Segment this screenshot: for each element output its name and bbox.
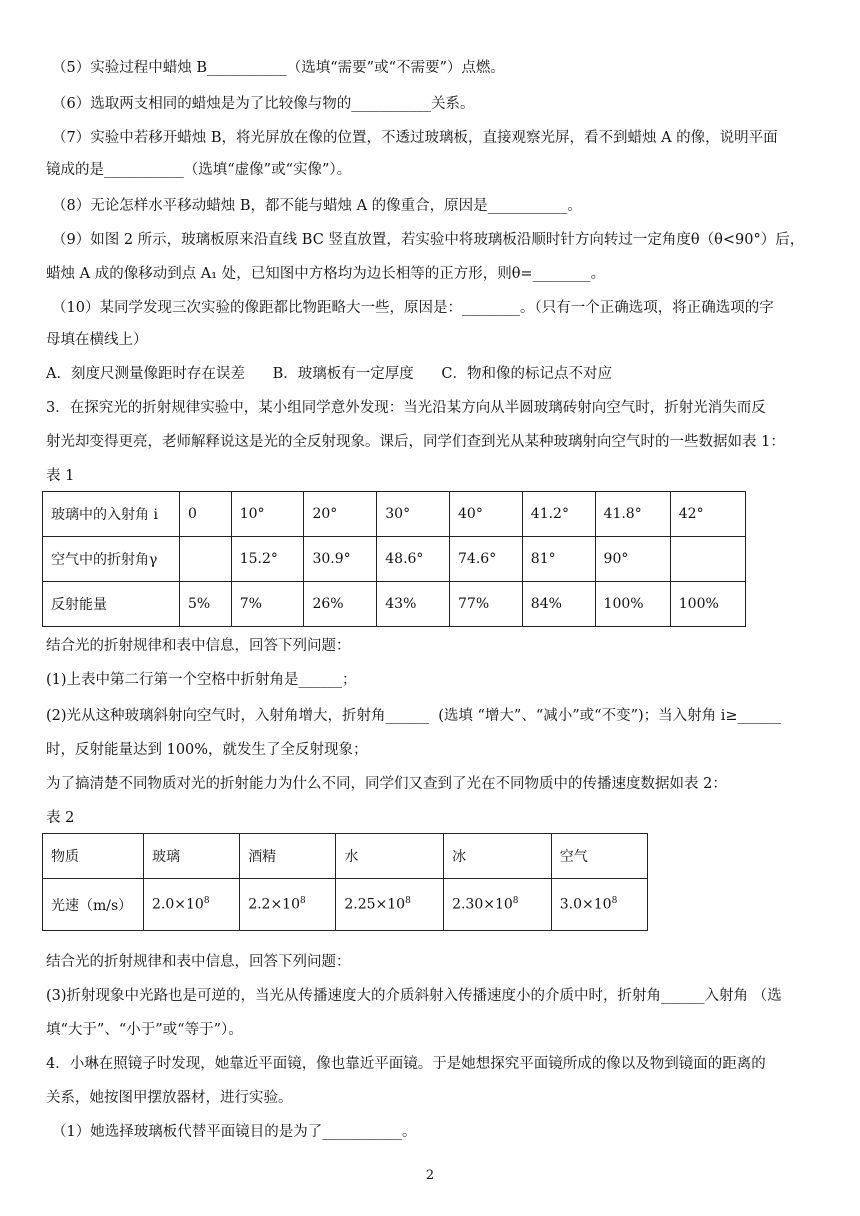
question-3-3: (3)折射现象中光路也是可逆的，当光从传播速度大的介质斜射入传播速度小的介质中时，折射角______入射角 （选 — [46, 988, 782, 1004]
table-cell: 7% — [231, 582, 304, 627]
table-cell — [551, 879, 647, 931]
question-7-cont: 镜成的是___________（选填“虚像”或“实像”）。 — [46, 162, 352, 178]
table-cell: 0 — [180, 492, 232, 537]
speed-value: 2.30×10 — [452, 896, 513, 913]
table-cell — [144, 879, 240, 931]
table-cell: 41.8° — [595, 492, 670, 537]
problem-3: 3．在探究光的折射规律实验中，某小组同学意外发现：当光沿某方向从半圆玻璃砖射向空气时，折射光消失而反 — [46, 400, 766, 416]
table-row — [43, 834, 648, 879]
exponent: 8 — [405, 896, 411, 907]
table-row — [43, 537, 746, 582]
question-3-3-cont: 填“大于”、“小于”或“等于”）。 — [46, 1022, 243, 1038]
exponent: 8 — [203, 896, 210, 907]
speed-value: 2.25×10 — [344, 896, 406, 913]
table-cell: 水 — [336, 834, 444, 879]
question-10: （10）某同学发现三次实验的像距都比物距略大一些，原因是：________。（只有一个正确选项，将正确选项的字 — [52, 300, 774, 316]
table-cell: 41.2° — [522, 492, 595, 537]
page-number: 2 — [425, 1168, 435, 1183]
table-cell: 43% — [377, 582, 450, 627]
table-cell: 100% — [595, 582, 670, 627]
table-row — [43, 879, 648, 931]
table2-intro: 为了搞清楚不同物质对光的折射能力为什么不同，同学们又查到了光在不同物质中的传播速度数据如表 2： — [46, 776, 727, 792]
question-3-2-cont: 时，反射能量达到 100%，就发生了全反射现象； — [46, 742, 368, 758]
table-cell: 84% — [522, 582, 595, 627]
question-5: （5）实验过程中蜡烛 B___________（选填“需要”或“不需要”）点燃。 — [52, 60, 505, 76]
table2-caption: 表 2 — [46, 810, 75, 826]
table-cell: 玻璃 — [144, 834, 240, 879]
question-8: （8）无论怎样水平移动蜡烛 B，都不能与蜡烛 A 的像重合，原因是___________。 — [52, 198, 582, 214]
table-cell: 空气中的折射角γ — [43, 537, 180, 582]
table-cell — [670, 537, 745, 582]
table-cell: 玻璃中的入射角 i — [43, 492, 180, 537]
question-6: （6）选取两支相同的蜡烛是为了比较像与物的___________关系。 — [52, 96, 475, 112]
instruction-line: 结合光的折射规律和表中信息，回答下列问题： — [46, 638, 351, 654]
table-cell — [444, 879, 552, 931]
question-9-cont: 蜡烛 A 成的像移动到点 A₁ 处，已知图中方格均为边长相等的正方形，则θ=________。 — [46, 266, 606, 282]
options-line: A．刻度尺测量像距时存在误差 B．玻璃板有一定厚度 C．物和像的标记点不对应 — [46, 366, 613, 382]
question-10-cont: 母填在横线上） — [46, 332, 148, 348]
table-cell: 15.2° — [231, 537, 304, 582]
table-cell: 30.9° — [304, 537, 377, 582]
speed-value: 3.0×10 — [559, 896, 612, 913]
speed-value: 2.2×10 — [248, 896, 300, 913]
table-cell: 反射能量 — [43, 582, 180, 627]
table1-caption: 表 1 — [46, 468, 75, 484]
table-cell: 48.6° — [377, 537, 450, 582]
table-cell: 90° — [595, 537, 670, 582]
instruction-line-2: 结合光的折射规律和表中信息，回答下列问题： — [46, 954, 351, 970]
table-cell: 40° — [450, 492, 523, 537]
table-cell: 81° — [522, 537, 595, 582]
table-2 — [42, 833, 648, 931]
table-cell — [336, 879, 444, 931]
table-row — [43, 582, 746, 627]
table-cell: 5% — [180, 582, 232, 627]
problem-4-cont: 关系，她按图甲摆放器材，进行实验。 — [46, 1090, 293, 1106]
table-cell: 74.6° — [450, 537, 523, 582]
table-cell: 光速（m/s） — [43, 879, 144, 931]
table-cell — [240, 879, 336, 931]
table-cell: 冰 — [444, 834, 552, 879]
table-cell: 26% — [304, 582, 377, 627]
table-cell: 10° — [231, 492, 304, 537]
exponent: 8 — [611, 896, 618, 907]
question-9: （9）如图 2 所示，玻璃板原来沿直线 BC 竖直放置，若实验中将玻璃板沿顺时针方向转过一定角度θ（θ<90°）后， — [52, 232, 805, 248]
table-cell: 空气 — [551, 834, 647, 879]
table-cell: 30° — [377, 492, 450, 537]
question-3-2: (2)光从这种玻璃斜射向空气时，入射角增大，折射角______ (选填 “增大”、“减小”或“不变”)；当入射角 i≥______ — [46, 708, 782, 724]
table-cell: 20° — [304, 492, 377, 537]
exponent: 8 — [300, 896, 306, 907]
table-cell: 酒精 — [240, 834, 336, 879]
table-cell: 42° — [670, 492, 745, 537]
exponent: 8 — [512, 896, 519, 907]
table-cell: 77% — [450, 582, 523, 627]
problem-3-cont: 射光却变得更亮，老师解释说这是光的全反射现象。课后，同学们查到光从某种玻璃射向空气时的一些数据如表 1： — [46, 434, 785, 450]
speed-value: 2.0×10 — [152, 896, 204, 913]
question-4-1: （1）她选择玻璃板代替平面镜目的是为了___________。 — [52, 1124, 417, 1140]
table-cell — [180, 537, 232, 582]
problem-4: 4．小琳在照镜子时发现，她靠近平面镜，像也靠近平面镜。于是她想探究平面镜所成的像以及物到镜面的距离的 — [46, 1056, 766, 1072]
table-1 — [42, 491, 746, 627]
question-7: （7）实验中若移开蜡烛 B，将光屏放在像的位置，不透过玻璃板，直接观察光屏，看不到蜡烛 A 的像，说明平面 — [52, 130, 778, 146]
table-cell: 100% — [670, 582, 745, 627]
question-3-1: (1)上表中第二行第一个空格中折射角是______； — [46, 672, 357, 688]
table-cell: 物质 — [43, 834, 144, 879]
table-row — [43, 492, 746, 537]
